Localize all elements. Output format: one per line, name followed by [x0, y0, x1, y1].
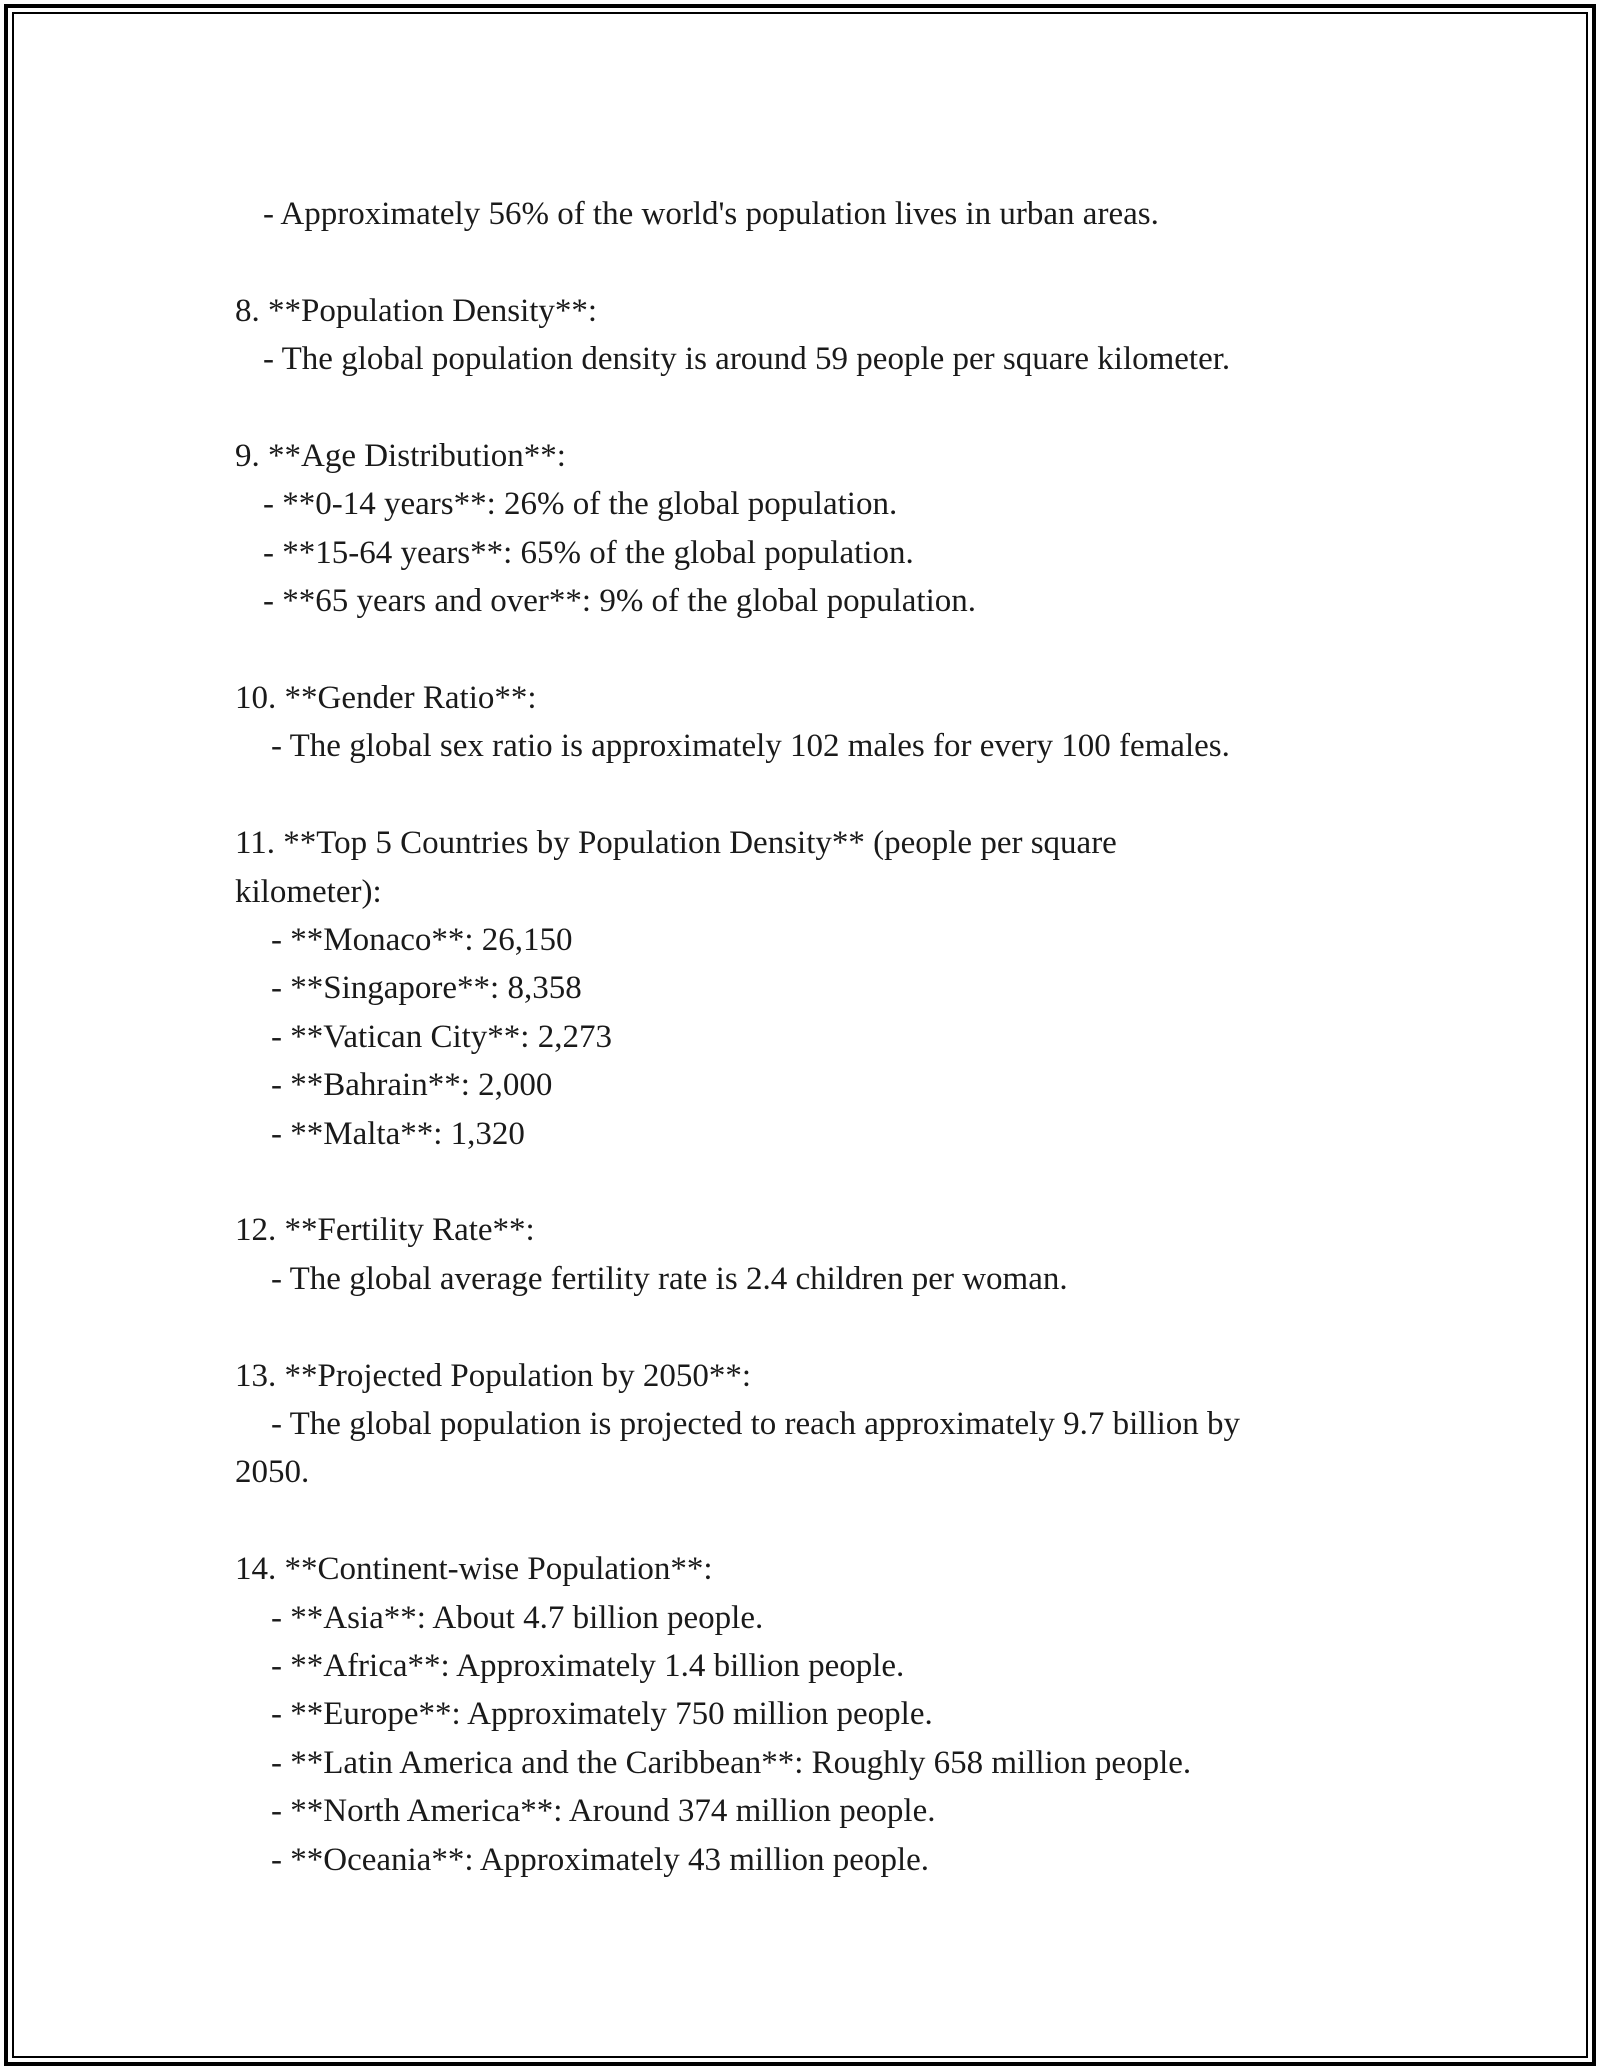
list-item: - **Africa**: Approximately 1.4 billion people. — [271, 1648, 905, 1685]
section-heading-top-density-countries: 11. **Top 5 Countries by Population Density** (people per square — [235, 825, 1117, 862]
list-item: - **65 years and over**: 9% of the global population. — [263, 583, 976, 620]
section-heading-top-density-countries-cont: kilometer): — [235, 873, 382, 910]
list-item: - The global population density is around 59 people per square kilometer. — [263, 341, 1231, 378]
section-heading-gender-ratio: 10. **Gender Ratio**: — [235, 680, 537, 717]
list-item: - **Singapore**: 8,358 — [271, 970, 582, 1007]
list-item-cont: 2050. — [235, 1454, 310, 1491]
list-item: - **Malta**: 1,320 — [271, 1115, 525, 1152]
section-heading-projected-population: 13. **Projected Population by 2050**: — [235, 1357, 752, 1394]
section-heading-population-density: 8. **Population Density**: — [235, 292, 598, 329]
list-item: - **North America**: Around 374 million people. — [271, 1793, 936, 1830]
list-item: - The global population is projected to reach approximately 9.7 billion by — [271, 1406, 1240, 1443]
list-item: - **15-64 years**: 65% of the global population. — [263, 534, 914, 571]
list-item: - The global sex ratio is approximately 102 males for every 100 females. — [271, 728, 1230, 765]
section-heading-fertility-rate: 12. **Fertility Rate**: — [235, 1212, 535, 1249]
list-item: - **Asia**: About 4.7 billion people. — [271, 1599, 764, 1636]
section-heading-continent-population: 14. **Continent-wise Population**: — [235, 1551, 713, 1588]
list-item: - **Bahrain**: 2,000 — [271, 1067, 553, 1104]
list-item: - **0-14 years**: 26% of the global population. — [263, 486, 898, 523]
urban-population-item: - Approximately 56% of the world's population lives in urban areas. — [263, 196, 1159, 232]
list-item: - **Monaco**: 26,150 — [271, 922, 573, 959]
list-item: - **Oceania**: Approximately 43 million people. — [271, 1841, 930, 1878]
list-item: - **Vatican City**: 2,273 — [271, 1018, 612, 1055]
list-item: - **Europe**: Approximately 750 million people. — [271, 1696, 933, 1733]
list-item: - **Latin America and the Caribbean**: Roughly 658 million people. — [271, 1744, 1192, 1781]
list-item: - The global average fertility rate is 2.4 children per woman. — [271, 1260, 1068, 1297]
section-heading-age-distribution: 9. **Age Distribution**: — [235, 438, 566, 474]
document-body — [235, 190, 1365, 1884]
